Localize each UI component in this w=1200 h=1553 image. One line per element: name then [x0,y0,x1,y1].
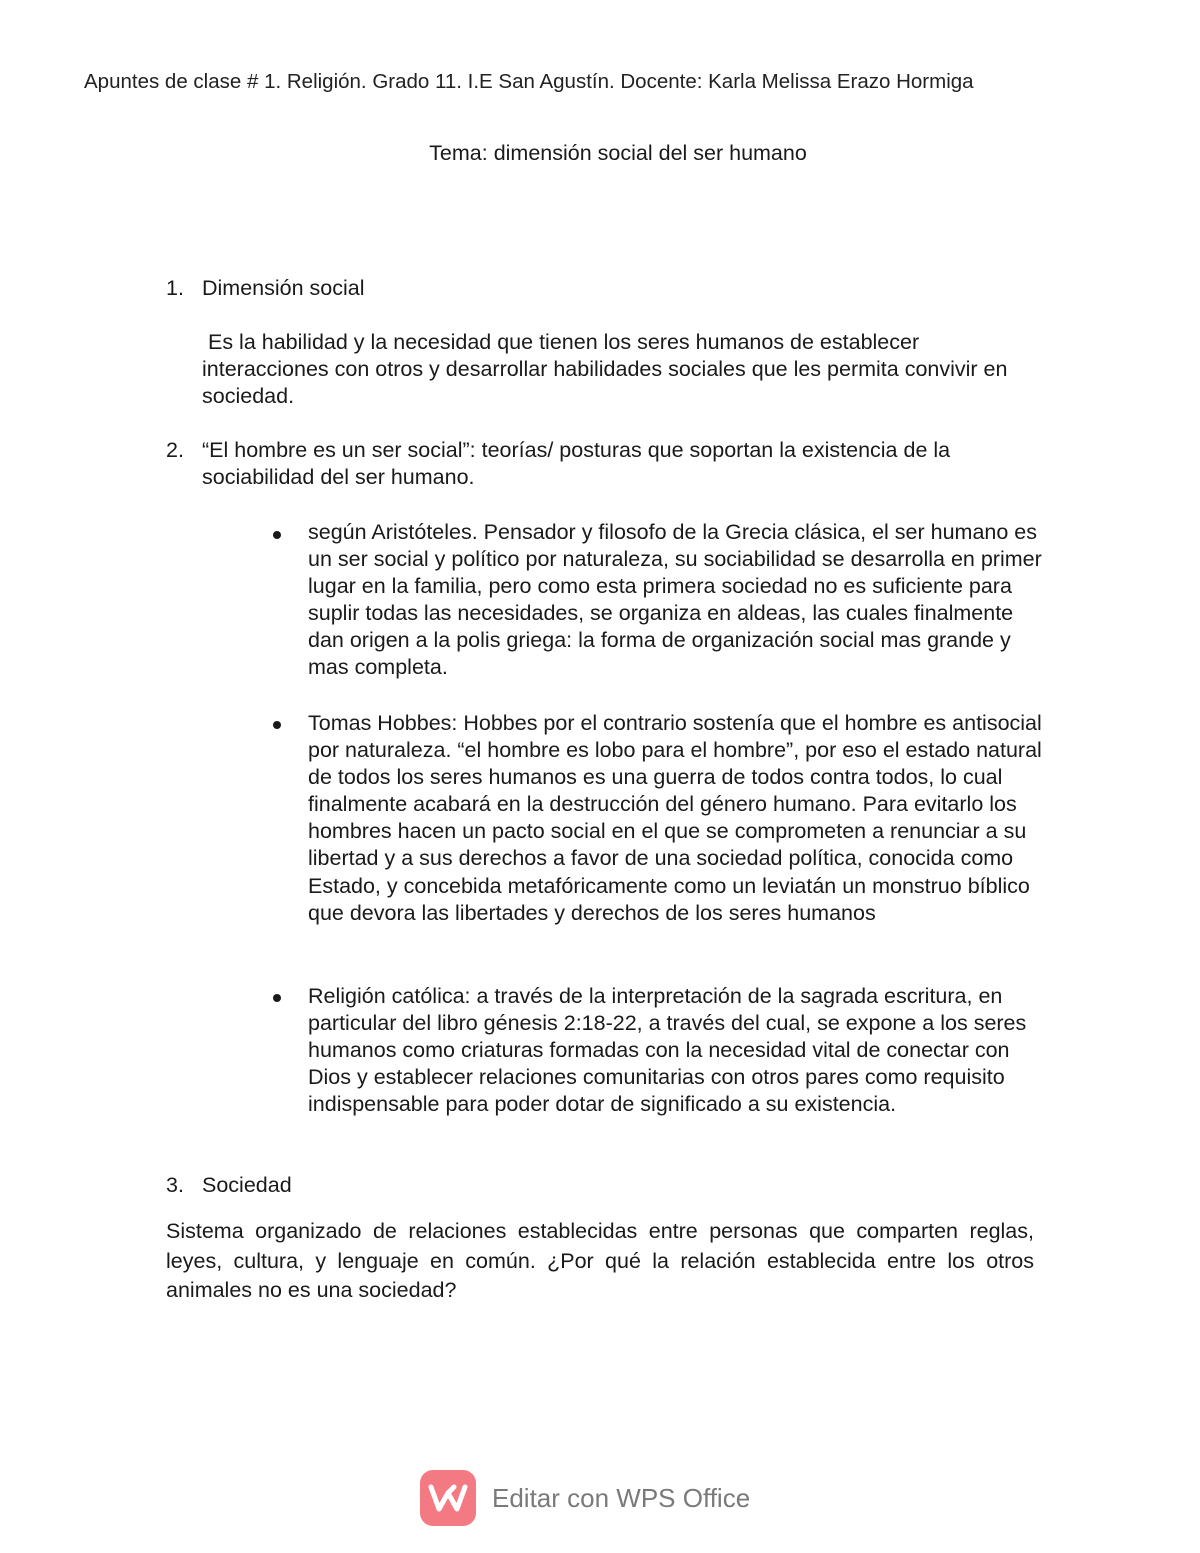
wps-edit-banner[interactable] [420,1470,750,1526]
section-3-heading [166,1173,292,1198]
section-2-title: “El hombre es un ser social”: teorías/ posturas que soportan la existencia de la sociabilidad del ser humano. [202,438,951,489]
section-3-text: Sistema organizado de relaciones establecidas entre personas que comparten reglas, leyes, cultura, y lenguaje en común. ¿Por qué la relación establecida entre los otros animales no es una sociedad? [166,1219,1034,1302]
section-3-number: 3. [166,1173,184,1197]
document-topic: Tema: dimensión social del ser humano [429,141,807,165]
section-1-heading [166,276,365,301]
section-1-number: 1. [166,276,184,300]
bullet-religion-catolica: Religión católica: a través de la interpretación de la sagrada escritura, en particular del libro génesis 2:18-22, a través del cual, se expone a los seres humanos como criaturas formadas con la necesidad vital de conectar con Dios y establecer relaciones comunitarias con otros pares como requisito indispensable para poder dotar de significado a su existencia. [308,984,1027,1117]
wps-office-logo-icon [420,1470,476,1526]
document-header: Apuntes de clase # 1. Religión. Grado 11. I.E San Agustín. Docente: Karla Melissa Erazo Hormiga [84,70,974,93]
bullet-dot [273,994,281,1002]
bullet-dot [273,721,281,729]
wps-edit-link[interactable]: Editar con WPS Office [492,1482,751,1513]
section-1-title: Dimensión social [202,276,365,300]
bullet-hobbes: Tomas Hobbes: Hobbes por el contrario sostenía que el hombre es antisocial por naturaleza. “el hombre es lobo para el hombre”, por eso el estado natural de todos los seres humanos es una guerra de todos contra todos, lo cual finalmente acabará en la destrucción del género humano. Para evitarlo los hombres hacen un pacto social en el que se comprometen a renunciar a su libertad y a sus derechos a favor de una sociedad política, conocida como Estado, y concebida metafóricamente como un leviatán un monstruo bíblico que devora las libertades y derechos de los seres humanos [308,711,1042,925]
section-1-text: Es la habilidad y la necesidad que tienen los seres humanos de establecer interacciones con otros y desarrollar habilidades sociales que les permita convivir en sociedad. [202,330,1014,408]
bullet-dot [273,531,281,539]
section-2-number: 2. [166,438,184,462]
bullet-aristoteles: según Aristóteles. Pensador y filosofo de la Grecia clásica, el ser humano es un ser social y político por naturaleza, su sociabilidad se desarrolla en primer lugar en la familia, pero como esta primera sociedad no es suficiente para suplir todas las necesidades, se organiza en aldeas, las cuales finalmente dan origen a la polis griega: la forma de organización social mas grande y mas completa. [308,520,1042,680]
section-2-heading [166,437,1042,491]
section-3-title: Sociedad [202,1173,292,1197]
